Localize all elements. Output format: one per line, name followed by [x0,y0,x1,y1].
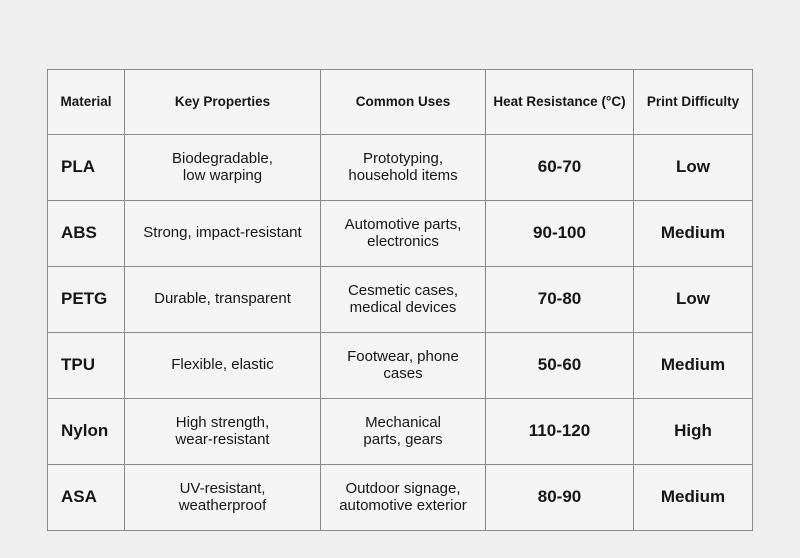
table-row [48,399,753,465]
cell-common-uses: Prototyping, household items [348,150,458,184]
header-key-properties: Key Properties [125,70,321,135]
header-common-uses: Common Uses [321,70,486,135]
cell-common-uses: Cesmetic cases, medical devices [347,282,459,316]
cell-key-properties: Biodegradable, low warping [172,150,273,184]
cell-print-difficulty: Medium [634,465,753,531]
cell-material: PETG [48,267,125,333]
materials-table [47,69,753,531]
table-row [48,333,753,399]
cell-heat-resistance: 50-60 [486,333,634,399]
cell-common-uses: Footwear, phone cases [347,348,459,382]
cell-key-properties: Durable, transparent [154,290,291,308]
cell-print-difficulty: Medium [634,201,753,267]
cell-key-properties: Flexible, elastic [171,356,274,374]
cell-material: TPU [48,333,125,399]
cell-key-properties: High strength, wear-resistant [175,414,270,448]
table-header-row [48,70,753,135]
header-material: Material [48,70,125,135]
cell-print-difficulty: Low [634,267,753,333]
table-row [48,201,753,267]
cell-print-difficulty: High [634,399,753,465]
cell-material: ASA [48,465,125,531]
table-row [48,267,753,333]
cell-heat-resistance: 60-70 [486,135,634,201]
table-row [48,135,753,201]
table-row [48,465,753,531]
cell-heat-resistance: 110-120 [486,399,634,465]
header-print-difficulty: Print Difficulty [634,70,753,135]
cell-heat-resistance: 70-80 [486,267,634,333]
cell-key-properties: Strong, impact-resistant [143,224,302,242]
cell-material: PLA [48,135,125,201]
cell-common-uses: Automotive parts, electronics [344,216,462,250]
cell-print-difficulty: Medium [634,333,753,399]
materials-table-container [47,69,753,531]
cell-key-properties: UV-resistant, weatherproof [178,480,267,514]
cell-material: ABS [48,201,125,267]
cell-heat-resistance: 90-100 [486,201,634,267]
cell-common-uses: Mechanical parts, gears [363,414,443,448]
cell-heat-resistance: 80-90 [486,465,634,531]
header-heat-resistance: Heat Resistance (°C) [486,70,634,135]
cell-material: Nylon [48,399,125,465]
cell-print-difficulty: Low [634,135,753,201]
cell-common-uses: Outdoor signage, automotive exterior [339,480,467,514]
